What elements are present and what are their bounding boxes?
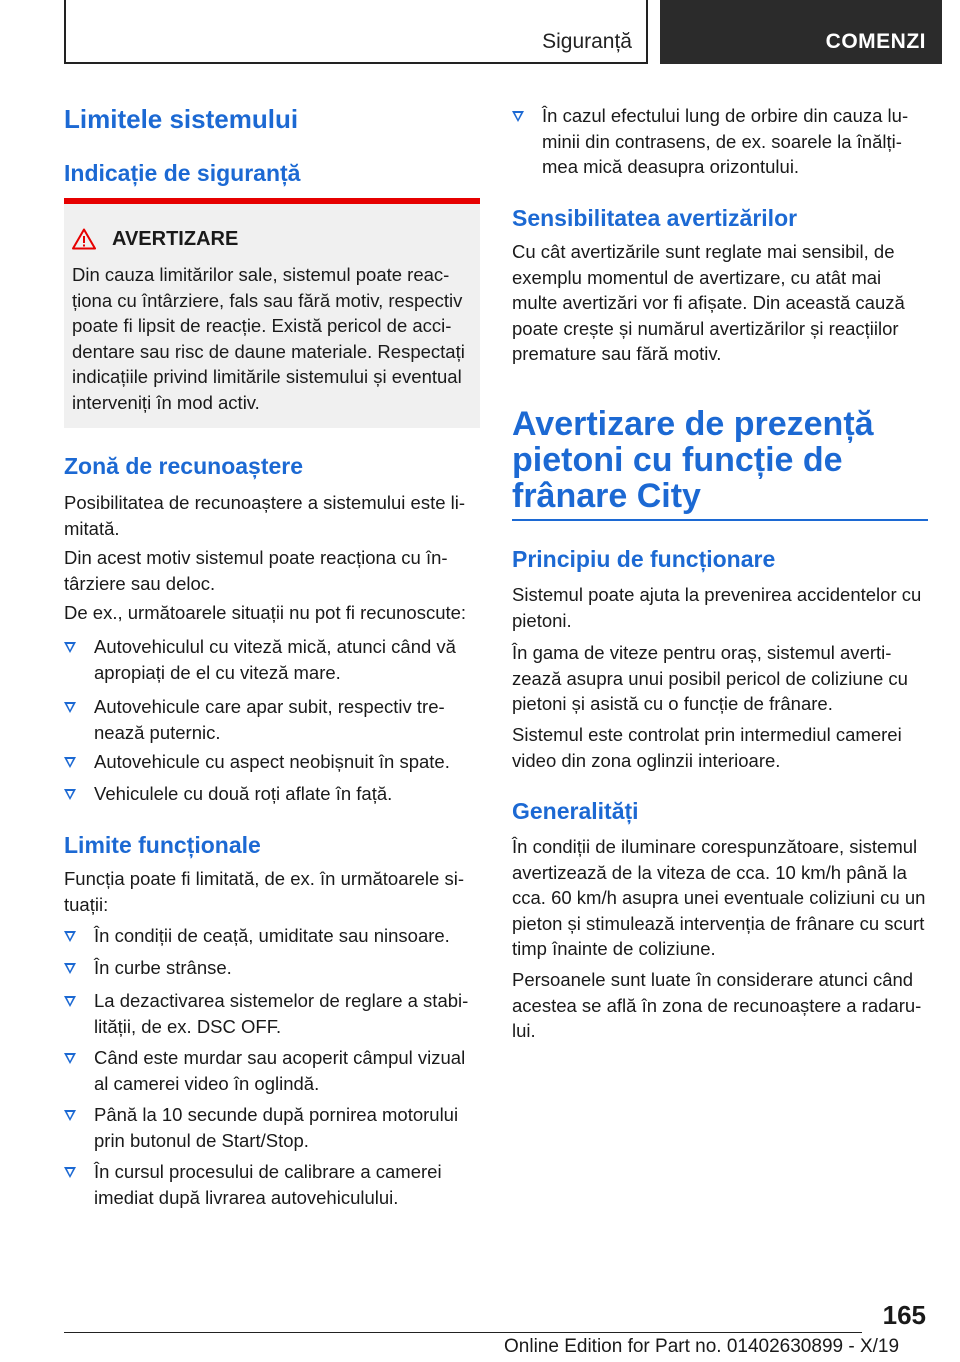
triangle-bullet-icon: [64, 789, 76, 800]
triangle-bullet-icon: [64, 1167, 76, 1178]
zona-paragraph-1: Posibilitatea de recunoaștere a sistemului este li-mitată.: [64, 492, 466, 539]
triangle-bullet-icon: [64, 702, 76, 713]
triangle-bullet-icon: [64, 642, 76, 653]
general-paragraph-1: În condiții de iluminare corespunzătoare, sistemul avertizează de la viteza de cca. 10 km/h până la cca. 60 km/h asupra unei eventuale coliziuni cu un pieton și stimulează intervenția de frânare cu scurt timp înainte de coliziune.: [512, 836, 926, 959]
header-chapter-label: COMENZI: [825, 30, 926, 53]
triangle-bullet-icon: [64, 1053, 76, 1064]
principiu-paragraph-2: În gama de viteze pentru oraș, sistemul averti-zează asupra unui posibil pericol de coliziune cu pietoni și asistă cu o funcție de frânare.: [512, 642, 908, 714]
principiu-paragraph-1: Sistemul poate ajuta la prevenirea accidentelor cu pietoni.: [512, 584, 922, 631]
footer-edition: Online Edition for Part no. 01402630899 - X/19: [504, 1336, 900, 1357]
general-paragraph-2: Persoanele sunt luate în considerare atunci când acestea se află în zona de recunoaștere a radaru-lui.: [512, 969, 922, 1041]
header-section-tab: [64, 0, 648, 64]
chapter-title: Avertizare de prezență pietoni cu funcție de frânare City: [512, 405, 874, 515]
zona-heading: Zonă de recunoaștere: [64, 453, 304, 479]
header-chapter-tab: [660, 0, 942, 64]
page-number: 165: [882, 1300, 926, 1330]
zona-paragraph-2: Din acest motiv sistemul poate reacționa cu în-târziere sau deloc.: [64, 547, 448, 594]
triangle-bullet-icon: [512, 111, 524, 122]
footer-divider: [64, 1332, 862, 1333]
general-heading: Generalități: [512, 798, 639, 824]
limite-heading: Limite funcționale: [64, 832, 261, 858]
principiu-heading: Principiu de funcționare: [512, 546, 776, 572]
section-title: Limitele sistemului: [64, 104, 299, 134]
title-underline: [512, 519, 928, 521]
limite-paragraph: Funcția poate fi limitată, de ex. în următoarele si-tuații:: [64, 868, 464, 915]
triangle-bullet-icon: [64, 1110, 76, 1121]
safety-subtitle: Indicație de siguranță: [64, 160, 301, 186]
warning-title: AVERTIZARE: [112, 228, 239, 250]
sensibilitate-heading: Sensibilitatea avertizărilor: [512, 205, 798, 231]
zona-paragraph-3: De ex., următoarele situații nu pot fi recunoscute:: [64, 602, 467, 623]
warning-box: [64, 198, 480, 428]
sensibilitate-paragraph: Cu cât avertizările sunt reglate mai sensibil, de exemplu momentul de avertizare, cu atât mai multe avertizări vor fi afișate. Din această cauză poate crește și numărul avertizărilor și reacțiilor premature sau fără motiv.: [512, 241, 905, 364]
triangle-bullet-icon: [64, 931, 76, 942]
warning-text: Din cauza limitărilor sale, sistemul poate reac-ționa cu întârziere, fals sau fără motiv, respectiv poate fi lipsit de reacție. Există pericol de acci-dentare sau risc de daune materiale. Respectați indicațiile privind limitările sistemului și eventual interveniți în mod activ.: [72, 264, 465, 413]
principiu-paragraph-3: Sistemul este controlat prin intermediul camerei video din zona oglinzii interioare.: [512, 724, 902, 771]
warning-triangle-icon: [72, 228, 96, 250]
triangle-bullet-icon: [64, 963, 76, 974]
header-section-label: Siguranță: [542, 30, 632, 53]
triangle-bullet-icon: [64, 757, 76, 768]
triangle-bullet-icon: [64, 996, 76, 1007]
